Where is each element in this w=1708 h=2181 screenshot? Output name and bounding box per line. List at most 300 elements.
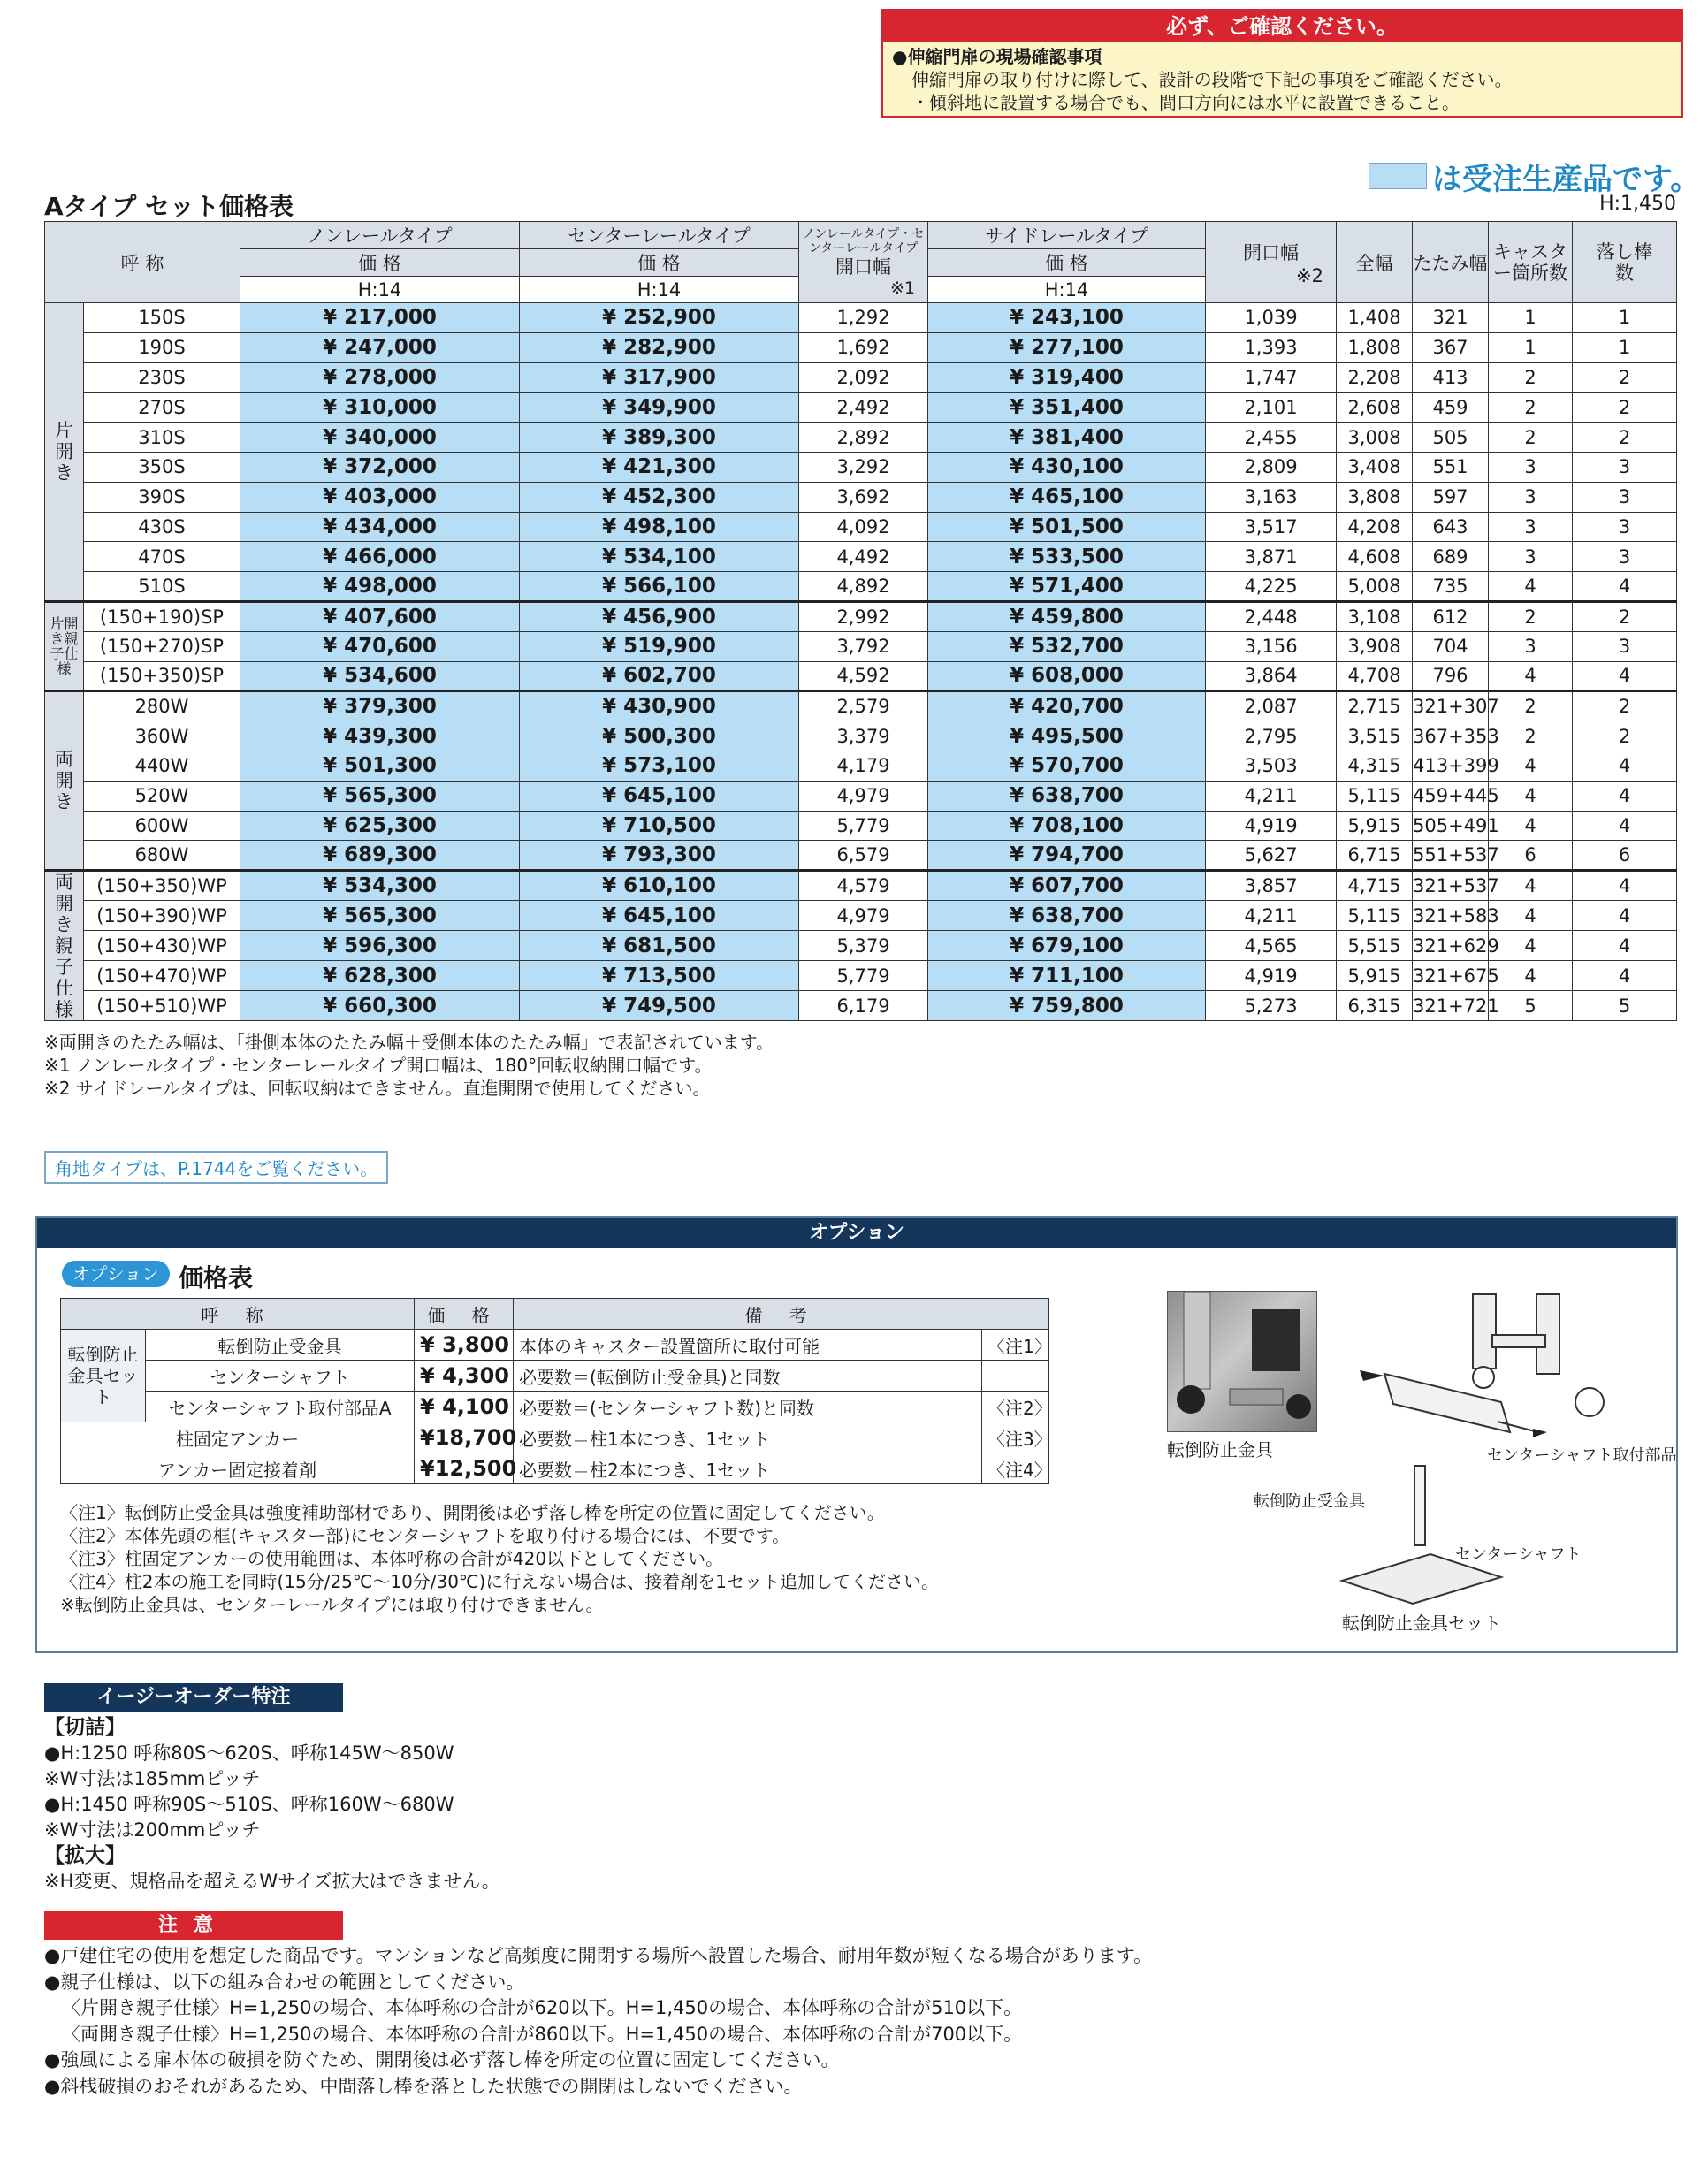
row-cell: 551+537	[1413, 841, 1489, 871]
row-cell: 3,908	[1337, 631, 1413, 661]
row-cell: ¥ 533,500	[928, 542, 1206, 572]
row-cell: ¥ 349,900	[520, 393, 799, 423]
easy-order-line: ●H:1250 呼称80S〜620S、呼称145W〜850W	[44, 1743, 454, 1764]
row-cell: ¥ 317,900	[520, 362, 799, 393]
row-cell: ¥ 403,000	[240, 482, 520, 512]
row-cell: 1,692	[799, 332, 928, 362]
row-cell: ¥ 495,500	[928, 721, 1206, 751]
row-cell: ¥ 566,100	[520, 572, 799, 602]
row-model-name: 440W	[84, 751, 240, 781]
row-cell: 4	[1573, 961, 1677, 991]
row-cell: ¥ 319,400	[928, 362, 1206, 393]
row-cell: 4	[1573, 811, 1677, 841]
row-cell: 367	[1413, 332, 1489, 362]
row-cell: 3,692	[799, 482, 928, 512]
row-cell: 4	[1489, 572, 1573, 602]
row-cell: 2	[1573, 721, 1677, 751]
row-model-name: 230S	[84, 362, 240, 393]
opt-footnote: 〈注4〉柱2本の施工を同時(15分/25℃〜10分/30℃)に行えない場合は、接着剤を1セット追加してください。	[60, 1571, 939, 1592]
options-header: オプション	[37, 1218, 1676, 1248]
caution-line: ●戸建住宅の使用を想定した商品です。マンションなど高頻度に開閉する場所へ設置した場合、耐用年数が短くなる場合があります。	[44, 1945, 1153, 1966]
easy-order-line: 【切詰】	[44, 1716, 126, 1739]
row-cell: ¥ 660,300	[240, 991, 520, 1021]
header-open-label: 開口幅	[835, 255, 891, 278]
row-cell: ¥ 465,100	[928, 482, 1206, 512]
row-model-name: (150+390)WP	[84, 901, 240, 931]
row-cell: 2,809	[1206, 452, 1337, 482]
anti-tip-bracket-photo	[1167, 1291, 1317, 1432]
row-cell: 367+353	[1413, 721, 1489, 751]
easy-order-line: 【拡大】	[44, 1844, 126, 1867]
caution-lines	[44, 1943, 1152, 2100]
row-cell: 3	[1489, 542, 1573, 572]
opt-name: センターシャフト	[146, 1361, 415, 1392]
row-cell: 4,565	[1206, 931, 1337, 961]
row-cell: 6,579	[799, 841, 928, 871]
header-drop-rod-count: 落し棒数	[1573, 222, 1677, 303]
row-cell: ¥ 466,000	[240, 542, 520, 572]
row-model-name: (150+470)WP	[84, 961, 240, 991]
row-cell: ¥ 430,900	[520, 691, 799, 721]
row-cell: 4	[1489, 751, 1573, 781]
row-cell: 4,579	[799, 871, 928, 901]
row-cell: ¥ 243,100	[928, 303, 1206, 333]
opt-note	[982, 1361, 1049, 1392]
row-cell: ¥ 534,300	[240, 871, 520, 901]
row-cell: ¥ 708,100	[928, 811, 1206, 841]
corner-type-link[interactable]: 角地タイプは、P.1744をご覧ください。	[44, 1151, 388, 1184]
row-cell: 2	[1573, 362, 1677, 393]
row-cell: ¥ 681,500	[520, 931, 799, 961]
row-cell: ¥ 713,500	[520, 961, 799, 991]
caution-line: ●強風による扉本体の破損を防ぐため、開閉後は必ず落し棒を所定の位置に固定してください。	[44, 2049, 840, 2070]
row-cell: ¥ 501,500	[928, 512, 1206, 542]
row-cell: ¥ 407,600	[240, 601, 520, 631]
row-cell: 4,919	[1206, 811, 1337, 841]
set-price-table	[44, 221, 1677, 1021]
opt-name: センターシャフト取付部品A	[146, 1392, 415, 1422]
row-cell: 4	[1573, 871, 1677, 901]
opt-footnote: 〈注1〉転倒防止受金具は強度補助部材であり、開閉後は必ず落し棒を所定の位置に固定してください。	[60, 1502, 885, 1523]
row-cell: ¥ 645,100	[520, 781, 799, 811]
row-cell: ¥ 570,700	[928, 751, 1206, 781]
row-cell: 2	[1489, 393, 1573, 423]
notice-line-2: 伸縮門扉の取り付けに際して、設計の段階で下記の事項をご確認ください。	[911, 69, 1513, 90]
row-cell: ¥ 596,300	[240, 931, 520, 961]
row-cell: 1,292	[799, 303, 928, 333]
row-model-name: 190S	[84, 332, 240, 362]
row-cell: 3	[1573, 482, 1677, 512]
row-cell: 1	[1489, 332, 1573, 362]
row-cell: 1	[1573, 332, 1677, 362]
row-cell: 4,092	[799, 512, 928, 542]
row-cell: 3,792	[799, 631, 928, 661]
header-note1: ※1	[889, 278, 915, 298]
row-cell: 4	[1489, 871, 1573, 901]
caution-line: 〈両開き親子仕様〉H=1,250の場合、本体呼称の合計が860以下。H=1,450の場合、本体呼称の合計が700以下。	[62, 2023, 1023, 2045]
row-cell: 612	[1413, 601, 1489, 631]
row-cell: 4,979	[799, 901, 928, 931]
row-cell: 3,503	[1206, 751, 1337, 781]
row-cell: 4,225	[1206, 572, 1337, 602]
easy-order-line: ※H変更、規格品を超えるWサイズ拡大はできません。	[44, 1871, 500, 1892]
row-model-name: 510S	[84, 572, 240, 602]
opt-price: ¥12,500	[415, 1453, 514, 1484]
option-row	[61, 1361, 1049, 1392]
table-row	[45, 512, 1677, 542]
row-cell: 1,808	[1337, 332, 1413, 362]
photo-caption: 転倒防止金具	[1167, 1439, 1273, 1460]
opt-name: アンカー固定接着剤	[61, 1453, 415, 1484]
row-cell: 2	[1489, 423, 1573, 453]
row-cell: ¥ 602,700	[520, 661, 799, 691]
header-total-width: 全幅	[1337, 222, 1413, 303]
header-name: 呼 称	[45, 222, 240, 303]
row-cell: ¥ 610,100	[520, 871, 799, 901]
row-cell: 796	[1413, 661, 1489, 691]
row-cell: 2,715	[1337, 691, 1413, 721]
header-caster-count: キャスター箇所数	[1489, 222, 1573, 303]
row-cell: 3,857	[1206, 871, 1337, 901]
table-row	[45, 452, 1677, 482]
table-row	[45, 601, 1677, 631]
row-cell: 3,517	[1206, 512, 1337, 542]
row-cell: ¥ 628,300	[240, 961, 520, 991]
row-model-name: 280W	[84, 691, 240, 721]
row-cell: 5,915	[1337, 961, 1413, 991]
row-cell: 4,179	[799, 751, 928, 781]
row-cell: ¥ 389,300	[520, 423, 799, 453]
opt-remark: 本体のキャスター設置箇所に取付可能	[514, 1330, 982, 1361]
row-cell: ¥ 421,300	[520, 452, 799, 482]
row-cell: ¥ 565,300	[240, 781, 520, 811]
row-cell: 1	[1573, 303, 1677, 333]
table-row	[45, 362, 1677, 393]
row-cell: ¥ 500,300	[520, 721, 799, 751]
row-cell: 5,379	[799, 931, 928, 961]
row-cell: 4,708	[1337, 661, 1413, 691]
row-cell: ¥ 381,400	[928, 423, 1206, 453]
row-cell: 4,315	[1337, 751, 1413, 781]
notice-line-3: ・傾斜地に設置する場合でも、間口方向には水平に設置できること。	[911, 92, 1460, 113]
row-model-name: 150S	[84, 303, 240, 333]
header-h-nonrail: H:14	[240, 277, 520, 303]
row-model-name: (150+510)WP	[84, 991, 240, 1021]
row-cell: 2	[1573, 601, 1677, 631]
row-cell: 5	[1573, 991, 1677, 1021]
row-cell: ¥ 252,900	[520, 303, 799, 333]
row-cell: ¥ 638,700	[928, 781, 1206, 811]
row-model-name: 360W	[84, 721, 240, 751]
row-cell: 2	[1489, 362, 1573, 393]
row-cell: 2,092	[799, 362, 928, 393]
row-cell: 321	[1413, 303, 1489, 333]
main-table-title: Aタイプ セット価格表	[44, 192, 294, 221]
row-cell: ¥ 571,400	[928, 572, 1206, 602]
row-cell: 4,892	[799, 572, 928, 602]
row-cell: 6,179	[799, 991, 928, 1021]
table-row	[45, 901, 1677, 931]
row-cell: ¥ 439,300	[240, 721, 520, 751]
row-cell: ¥ 793,300	[520, 841, 799, 871]
row-cell: 5,779	[799, 811, 928, 841]
row-cell: 3	[1573, 631, 1677, 661]
notice-title: 必ず、ご確認ください。	[883, 11, 1681, 42]
row-cell: 2	[1489, 691, 1573, 721]
row-cell: ¥ 534,100	[520, 542, 799, 572]
row-group-label: 両開き	[45, 691, 84, 871]
row-cell: 1,408	[1337, 303, 1413, 333]
table-note: ※2 サイドレールタイプは、回転収納はできません。直進開閉で使用してください。	[44, 1078, 711, 1099]
row-cell: 2	[1489, 601, 1573, 631]
table-row	[45, 931, 1677, 961]
table-row	[45, 871, 1677, 901]
header-open-width	[799, 222, 928, 303]
row-cell: ¥ 608,000	[928, 661, 1206, 691]
row-model-name: 390S	[84, 482, 240, 512]
easy-order-line: ●H:1450 呼称90S〜510S、呼称160W〜680W	[44, 1794, 454, 1815]
row-cell: 3,408	[1337, 452, 1413, 482]
table-row	[45, 661, 1677, 691]
row-cell: 3,163	[1206, 482, 1337, 512]
row-cell: 4,208	[1337, 512, 1413, 542]
opt-note: 〈注4〉	[982, 1453, 1049, 1484]
row-cell: 5	[1489, 991, 1573, 1021]
options-notes	[60, 1501, 939, 1616]
opt-group-label: 転倒防止金具セット	[61, 1330, 146, 1422]
row-cell: 4	[1573, 661, 1677, 691]
row-cell: 2	[1573, 423, 1677, 453]
row-cell: 3,864	[1206, 661, 1337, 691]
header-nonrail: ノンレールタイプ	[240, 222, 520, 249]
header-center: センターレールタイプ	[520, 222, 799, 249]
row-cell: ¥ 470,600	[240, 631, 520, 661]
easy-order-line: ※W寸法は185mmピッチ	[44, 1768, 261, 1789]
row-cell: ¥ 565,300	[240, 901, 520, 931]
row-cell: 3,108	[1337, 601, 1413, 631]
row-cell: 4	[1573, 931, 1677, 961]
opt-price: ¥ 4,300	[415, 1361, 514, 1392]
row-cell: 597	[1413, 482, 1489, 512]
row-cell: 321+675	[1413, 961, 1489, 991]
row-cell: 6	[1573, 841, 1677, 871]
photo-illustration	[1168, 1292, 1316, 1431]
row-cell: 4	[1573, 751, 1677, 781]
row-cell: 4,715	[1337, 871, 1413, 901]
opt-header-name: 呼 称	[61, 1299, 415, 1330]
row-cell: 5,627	[1206, 841, 1337, 871]
easy-order-line: ※W寸法は200mmピッチ	[44, 1819, 261, 1841]
row-cell: 4	[1489, 931, 1573, 961]
row-cell: 643	[1413, 512, 1489, 542]
table-row	[45, 991, 1677, 1021]
row-cell: ¥ 217,000	[240, 303, 520, 333]
opt-name: 転倒防止受金具	[146, 1330, 415, 1361]
row-cell: 2,492	[799, 393, 928, 423]
row-cell: ¥ 340,000	[240, 423, 520, 453]
table-notes	[44, 1031, 774, 1100]
opt-price: ¥18,700	[415, 1422, 514, 1453]
row-cell: 704	[1413, 631, 1489, 661]
table-row	[45, 572, 1677, 602]
opt-note: 〈注2〉	[982, 1392, 1049, 1422]
row-cell: 5,115	[1337, 901, 1413, 931]
header-side-open	[1206, 222, 1337, 303]
caution-line: 〈片開き親子仕様〉H=1,250の場合、本体呼称の合計が620以下。H=1,450の場合、本体呼称の合計が510以下。	[62, 1997, 1023, 2018]
option-row	[61, 1422, 1049, 1453]
row-cell: 3	[1489, 452, 1573, 482]
options-panel	[35, 1216, 1678, 1653]
options-title: 価格表	[179, 1263, 254, 1293]
row-cell: 735	[1413, 572, 1489, 602]
row-cell: 3,871	[1206, 542, 1337, 572]
row-cell: ¥ 759,800	[928, 991, 1206, 1021]
row-cell: 5,008	[1337, 572, 1413, 602]
row-cell: ¥ 573,100	[520, 751, 799, 781]
row-cell: 2,208	[1337, 362, 1413, 393]
row-cell: 2,455	[1206, 423, 1337, 453]
legend-swatch	[1369, 163, 1427, 189]
row-cell: 4,919	[1206, 961, 1337, 991]
row-cell: 505+491	[1413, 811, 1489, 841]
row-cell: ¥ 310,000	[240, 393, 520, 423]
label-receiver: 転倒防止受金具	[1254, 1492, 1365, 1511]
easy-order-lines	[44, 1715, 500, 1895]
row-cell: ¥ 277,100	[928, 332, 1206, 362]
height-label: H:1,450	[1599, 193, 1676, 215]
opt-price: ¥ 3,800	[415, 1330, 514, 1361]
opt-note: 〈注1〉	[982, 1330, 1049, 1361]
row-group-label: 片開き親子仕様	[45, 601, 84, 690]
label-shaft-part: センターシャフト取付部品	[1487, 1446, 1677, 1465]
row-cell: 459+445	[1413, 781, 1489, 811]
row-cell: 5,115	[1337, 781, 1413, 811]
row-group-label: 両開き親子仕様	[45, 871, 84, 1021]
row-cell: ¥ 749,500	[520, 991, 799, 1021]
row-cell: 2,087	[1206, 691, 1337, 721]
row-cell: 5,515	[1337, 931, 1413, 961]
made-to-order-legend	[1369, 157, 1701, 197]
row-cell: 2,795	[1206, 721, 1337, 751]
row-cell: ¥ 498,000	[240, 572, 520, 602]
table-row	[45, 781, 1677, 811]
row-cell: 3	[1489, 512, 1573, 542]
row-model-name: (150+350)WP	[84, 871, 240, 901]
row-cell: 321+583	[1413, 901, 1489, 931]
table-note: ※両開きのたたみ幅は、「掛側本体のたたみ幅＋受側本体のたたみ幅」で表記されています。	[44, 1032, 774, 1053]
row-cell: ¥ 794,700	[928, 841, 1206, 871]
row-cell: 2,608	[1337, 393, 1413, 423]
row-cell: 5,273	[1206, 991, 1337, 1021]
row-cell: 4,211	[1206, 901, 1337, 931]
row-cell: ¥ 434,000	[240, 512, 520, 542]
row-cell: ¥ 645,100	[520, 901, 799, 931]
table-row	[45, 691, 1677, 721]
row-cell: ¥ 532,700	[928, 631, 1206, 661]
row-cell: 3	[1573, 452, 1677, 482]
row-model-name: (150+430)WP	[84, 931, 240, 961]
table-row	[45, 751, 1677, 781]
opt-name: 柱固定アンカー	[61, 1422, 415, 1453]
header-h-side: H:14	[928, 277, 1206, 303]
row-cell: 4,608	[1337, 542, 1413, 572]
row-cell: ¥ 420,700	[928, 691, 1206, 721]
row-model-name: 470S	[84, 542, 240, 572]
opt-price: ¥ 4,100	[415, 1392, 514, 1422]
row-cell: 3,808	[1337, 482, 1413, 512]
header-open-sub: ノンレールタイプ・センターレールタイプ	[802, 226, 925, 255]
row-cell: ¥ 501,300	[240, 751, 520, 781]
table-note: ※1 ノンレールタイプ・センターレールタイプ開口幅は、180°回転収納開口幅です。	[44, 1055, 713, 1076]
row-cell: 413	[1413, 362, 1489, 393]
row-cell: ¥ 278,000	[240, 362, 520, 393]
row-cell: 1,393	[1206, 332, 1337, 362]
row-cell: 5,915	[1337, 811, 1413, 841]
row-cell: ¥ 711,100	[928, 961, 1206, 991]
row-cell: 1,747	[1206, 362, 1337, 393]
row-cell: 4	[1573, 781, 1677, 811]
opt-remark: 必要数＝柱1本につき、1セット	[514, 1422, 982, 1453]
opt-footnote: 〈注3〉柱固定アンカーの使用範囲は、本体呼称の合計が420以下としてください。	[60, 1548, 724, 1569]
row-cell: 3	[1573, 542, 1677, 572]
row-cell: 2,579	[799, 691, 928, 721]
option-row	[61, 1392, 1049, 1422]
row-cell: ¥ 456,900	[520, 601, 799, 631]
option-row	[61, 1330, 1049, 1361]
row-cell: 2,892	[799, 423, 928, 453]
row-cell: ¥ 498,100	[520, 512, 799, 542]
opt-note: 〈注3〉	[982, 1422, 1049, 1453]
row-cell: 4,211	[1206, 781, 1337, 811]
header-price-side: 価 格	[928, 249, 1206, 277]
table-row	[45, 841, 1677, 871]
opt-header-remark: 備 考	[514, 1299, 1049, 1330]
row-cell: ¥ 351,400	[928, 393, 1206, 423]
row-cell: 2,101	[1206, 393, 1337, 423]
row-model-name: 680W	[84, 841, 240, 871]
row-cell: 3	[1489, 482, 1573, 512]
row-cell: 4	[1573, 901, 1677, 931]
row-cell: ¥ 372,000	[240, 452, 520, 482]
row-cell: 2,448	[1206, 601, 1337, 631]
row-cell: 4,492	[799, 542, 928, 572]
row-model-name: 270S	[84, 393, 240, 423]
row-cell: 321+537	[1413, 871, 1489, 901]
row-cell: ¥ 607,700	[928, 871, 1206, 901]
table-row	[45, 482, 1677, 512]
notice-box	[881, 9, 1683, 118]
opt-remark: 必要数＝(転倒防止受金具)と同数	[514, 1361, 982, 1392]
opt-remark: 必要数＝(センターシャフト数)と同数	[514, 1392, 982, 1422]
row-model-name: 520W	[84, 781, 240, 811]
row-cell: ¥ 430,100	[928, 452, 1206, 482]
row-cell: 3,515	[1337, 721, 1413, 751]
row-model-name: 430S	[84, 512, 240, 542]
caution-bar: 注意	[44, 1911, 343, 1940]
row-cell: ¥ 710,500	[520, 811, 799, 841]
row-model-name: 350S	[84, 452, 240, 482]
row-cell: 4	[1573, 572, 1677, 602]
row-cell: 4	[1489, 661, 1573, 691]
row-cell: 5,779	[799, 961, 928, 991]
table-row	[45, 332, 1677, 362]
row-model-name: (150+350)SP	[84, 661, 240, 691]
table-row	[45, 631, 1677, 661]
row-model-name: (150+190)SP	[84, 601, 240, 631]
row-cell: 4	[1489, 961, 1573, 991]
notice-line-1: ●伸縮門扉の現場確認事項	[892, 46, 1102, 67]
label-set: 転倒防止金具セット	[1342, 1613, 1501, 1634]
